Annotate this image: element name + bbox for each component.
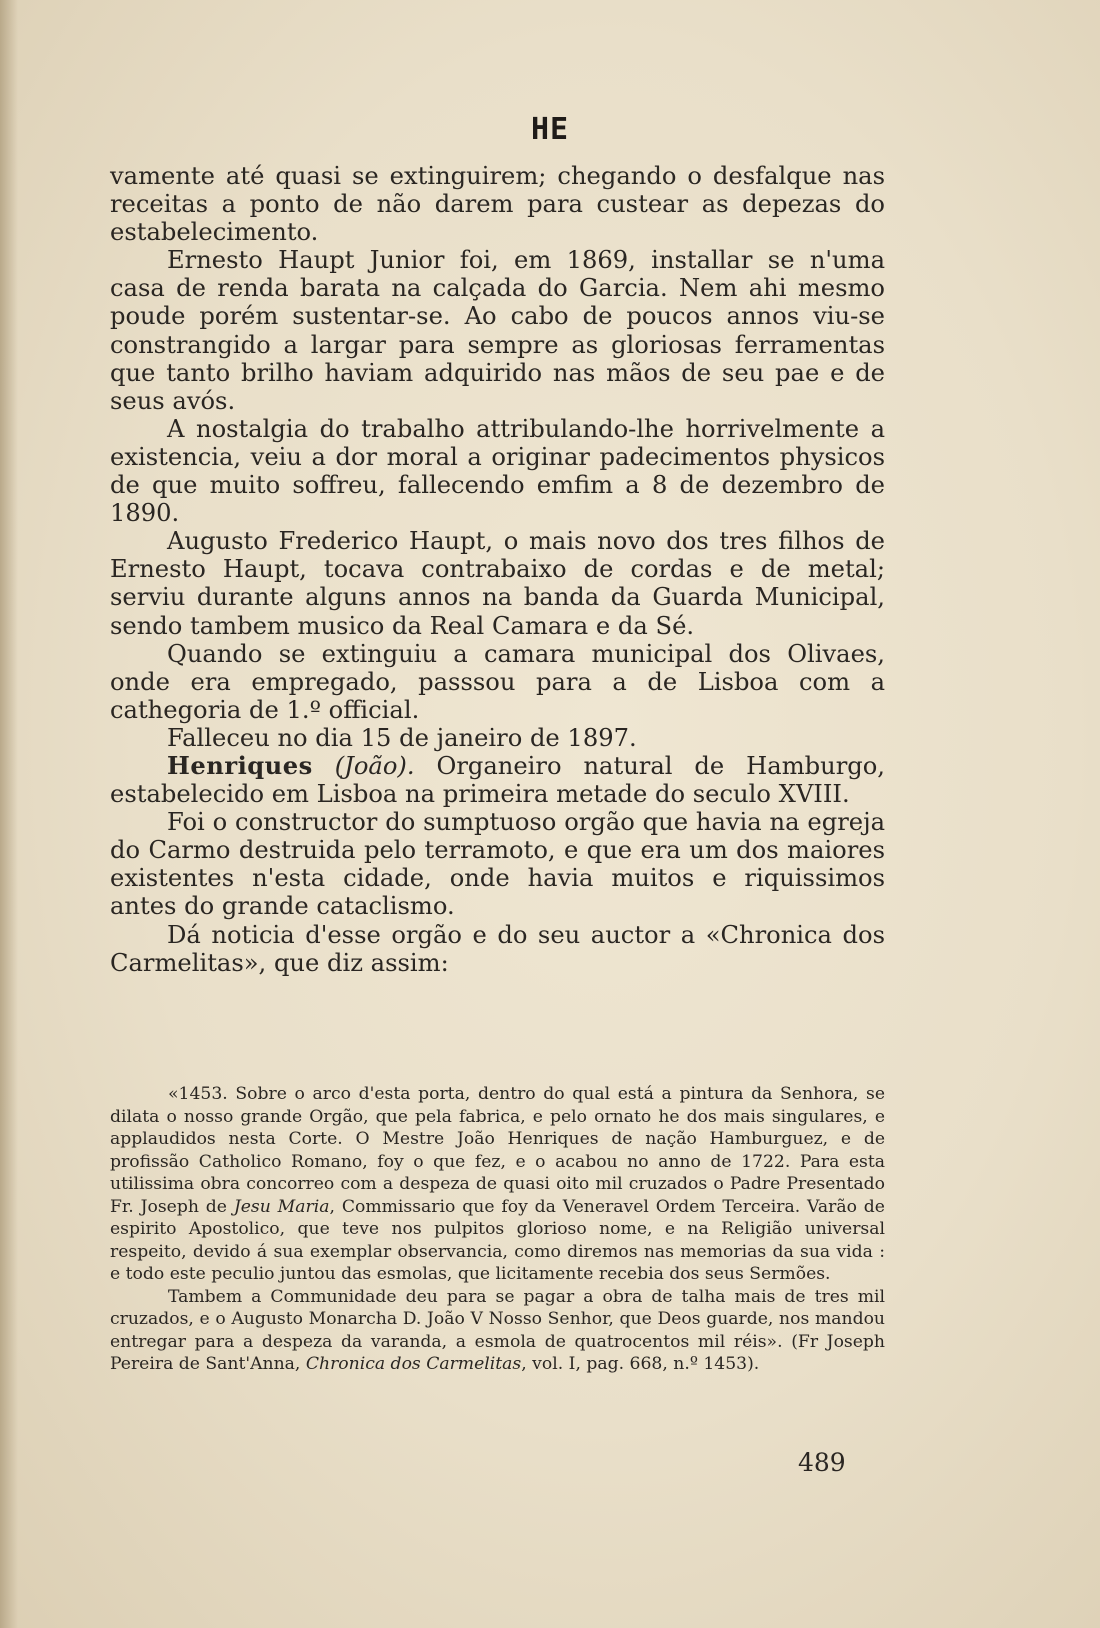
paragraph: Foi o constructor do sumptuoso orgão que havia na egreja do Carmo destruida pelo terramoto, e que era um dos maiores existentes n'esta cidade, onde havia muitos e riquissimos antes do grande cataclismo. xyxy=(110,808,885,921)
paragraph: A nostalgia do trabalho attribulando-lhe horrivelmente a existencia, veiu a dor moral a originar padecimentos physicos de que muito soffreu, fallecendo emfim a 8 de dezembro de 1890. xyxy=(110,414,885,528)
quote-italic: Jesu Maria xyxy=(233,1196,330,1217)
paragraph: Falleceu no dia 15 de janeiro de 1897. xyxy=(167,723,637,752)
entry-subname: (João). xyxy=(334,751,415,780)
quote-text: , vol. I, pag. 668, n.º 1453). xyxy=(521,1354,760,1374)
quotation-block xyxy=(110,1083,885,1376)
quote-paragraph xyxy=(110,1286,885,1376)
quote-text: «1453. Sobre o arco d'esta porta, dentro do qual está a pintura da Senhora, se dilata o nosso grande Orgão, que pela fabrica, e pelo ornato he dos mais singulares, e applaudidos nesta Corte. O Mestre João Henriques de nação Hamburguez, e de profissão Catholico Romano, foy o que fez, e o acabou no anno de 1722. Para esta utilissima obra concorreo com a despeza de quasi oito mil cruzados o Padre Presentado Fr. Joseph de xyxy=(110,1084,885,1217)
page-edge-shadow xyxy=(0,0,18,1628)
quote-paragraph xyxy=(110,1083,885,1286)
paragraph: Dá noticia d'esse orgão e do seu auctor a «Chronica dos Carmelitas», que diz assim: xyxy=(110,920,885,977)
paragraph: Quando se extinguiu a camara municipal dos Olivaes, onde era empregado, passsou para a de Lisboa com a cathegoria de 1.º official. xyxy=(110,639,885,724)
paragraph: Augusto Frederico Haupt, o mais novo dos tres filhos de Ernesto Haupt, tocava contrabaixo de cordas e de metal; serviu durante alguns annos na banda da Guarda Municipal, sendo tambem musico da Real Camara e da Sé. xyxy=(110,527,885,640)
entry-paragraph xyxy=(110,752,885,808)
entry-text: Organeiro natural de Hamburgo, estabelecido em Lisboa na primeira metade do seculo XVIII. xyxy=(110,751,885,809)
running-header: HE xyxy=(530,112,570,147)
paragraph: vamente até quasi se extinguirem; chegando o desfalque nas receitas a ponto de não darem para custear as depezas do estabelecimento. xyxy=(110,162,885,247)
quote-text: , Commissario que foy da Veneravel Ordem Terceira. Varão de espirito Apostolico, que teve nos pulpitos glorioso nome, e na Religião universal respeito, devido á sua exemplar observancia, como diremos nas memorias da sua vida : e todo este peculio juntou das esmolas, que licitamente recebia dos seus Sermões. xyxy=(110,1196,885,1284)
quote-text: Tambem a Communidade deu para se pagar a obra de talha mais de tres mil cruzados, e o Augusto Monarcha D. João V Nosso Senhor, que Deos guarde, nos mandou entregar para a despeza da varanda, a esmola de quatrocentos mil réis». (Fr Joseph Pereira de Sant'Anna, xyxy=(110,1286,885,1374)
quote-italic: Chronica dos Carmelitas xyxy=(305,1354,522,1374)
main-text xyxy=(110,162,885,977)
entry-name: Henriques xyxy=(167,750,313,780)
page-number: 489 xyxy=(798,1448,846,1477)
paragraph: Ernesto Haupt Junior foi, em 1869, installar se n'uma casa de renda barata na calçada do Garcia. Nem ahi mesmo poude porém sustentar-se. Ao cabo de poucos annos viu-se constrangido a largar para sempre as gloriosas ferramentas que tanto brilho haviam adquirido nas mãos de seu pae e de seus avós. xyxy=(110,246,885,415)
